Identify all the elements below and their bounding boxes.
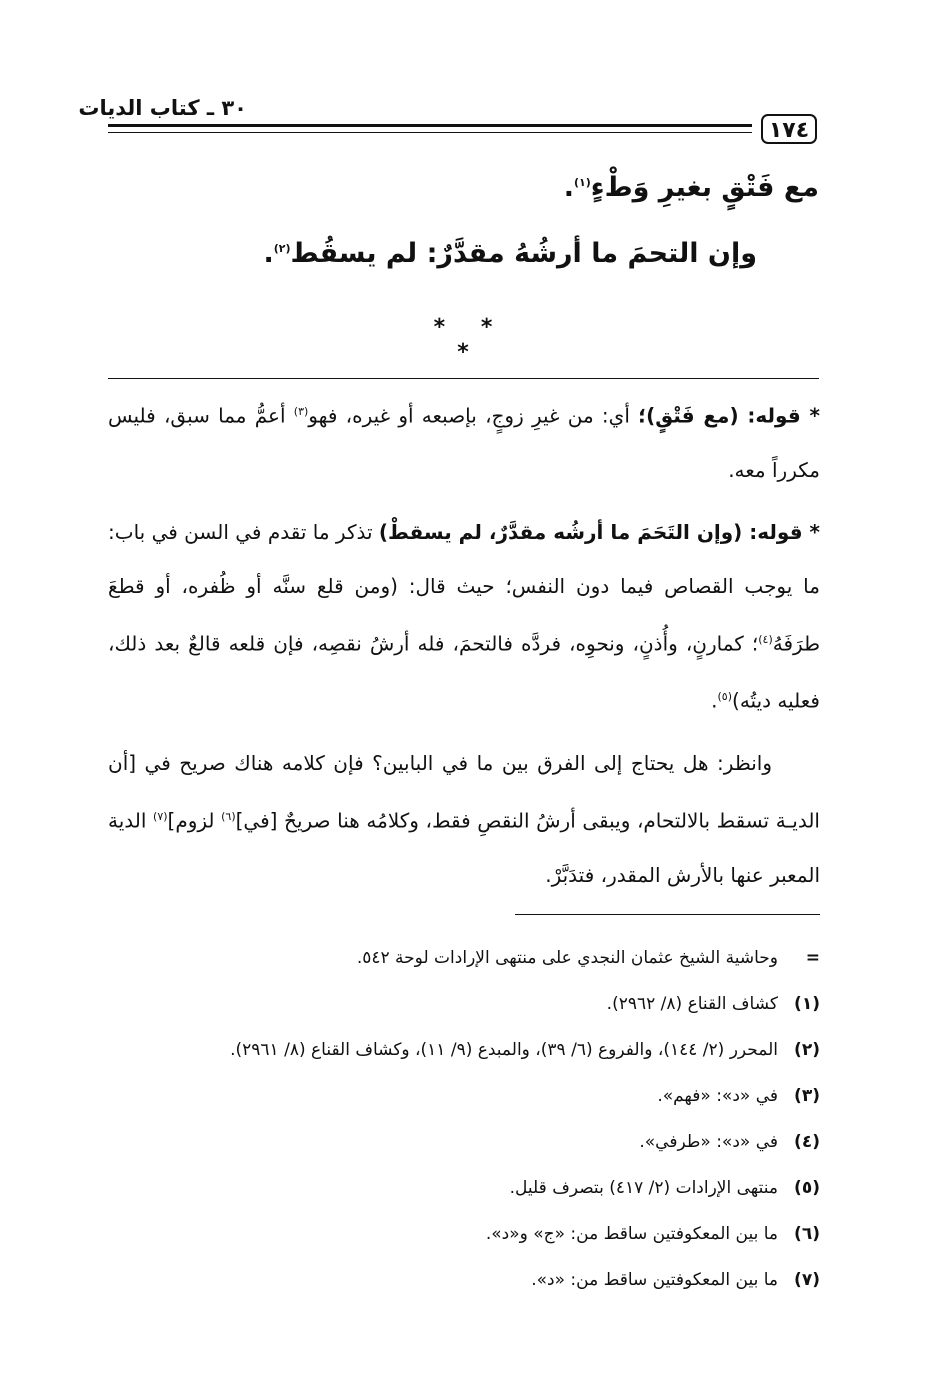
footnote-mark: = <box>805 948 820 968</box>
footnote-ref-3: (٣) <box>293 405 309 418</box>
footnote-text: منتهى الإرادات (٢/ ٤١٧) بتصرف قليل. <box>509 1178 778 1198</box>
commentary-text-3c: الدية المعبر عنها بالأرش المقدر، فتدَبَّرْ. <box>108 808 820 887</box>
commentary-text-2c: . <box>711 688 718 713</box>
commentary-text-3a: وانظر: هل يحتاج إلى الفرق بين ما في البابين؟ فإن كلامه هناك صريح في [أن الديـة تسقط بالالتحام، ويبقى أرشُ النقصِ فقط، وكلامُه هنا صريحٌ [في] <box>108 750 820 833</box>
matn-line-1-text: مع فَتْقٍ بغيرِ وَطْءٍ <box>590 172 819 203</box>
footnote-ref-1: (١) <box>573 176 591 189</box>
footnote-mark: (٦) <box>794 1224 820 1244</box>
commentary-heading-2: * قوله: (وإن التَحَمَ ما أرشُه مقدَّرٌ، لم يسقطْ) <box>378 519 820 544</box>
footnote-ref-2: (٢) <box>273 242 291 255</box>
footnote-7 <box>108 1257 820 1303</box>
footnote-mark: (٢) <box>794 1040 820 1060</box>
matn-line-2 <box>263 238 757 269</box>
footnote-1 <box>108 981 820 1027</box>
footnote-ref-5: (٥) <box>717 690 733 704</box>
commentary-paragraph-2 <box>108 505 820 728</box>
main-rule <box>108 378 819 379</box>
commentary-text-2b: ؛ كمارنٍ، وأُذنٍ، ونحوِه، فردَّه فالتحمَ، فله أرشُ نقصِه، فإن قلعه قالعٌ بعد ذلك، فعليه ديتُه) <box>108 631 820 713</box>
footnote-text: ما بين المعكوفتين ساقط من: «د». <box>531 1270 778 1290</box>
footnote-rule <box>515 914 820 915</box>
footnote-mark: (١) <box>794 994 820 1014</box>
commentary-text-1a: أي: من غيرِ زوجٍ، بإصبعه أو غيره، فهو <box>308 403 639 428</box>
commentary-text-1b: أعمُّ مما سبق، فليس مكرراً معه. <box>108 403 820 482</box>
matn-line-1-end: . <box>563 172 574 203</box>
commentary-paragraph-1 <box>108 385 820 497</box>
commentary <box>108 385 820 910</box>
footnote-text: ما بين المعكوفتين ساقط من: «ج» و«د». <box>485 1224 778 1244</box>
footnote-mark: (٧) <box>794 1270 820 1290</box>
footnotes <box>108 935 820 1303</box>
footnote-2 <box>108 1027 820 1073</box>
matn-line-1 <box>564 172 819 203</box>
footnote-mark: (٤) <box>794 1132 820 1152</box>
footnote-ref-6: (٦) <box>221 809 236 823</box>
header-rule <box>108 124 752 133</box>
footnote-text: في «د»: «فهم». <box>657 1086 778 1106</box>
footnote-continuation <box>108 935 820 981</box>
footnote-ref-4: (٤) <box>758 632 773 646</box>
chapter-title: ٣٠ ـ كتاب الديات <box>78 96 247 120</box>
footnote-6 <box>108 1211 820 1257</box>
footnote-4 <box>108 1119 820 1165</box>
footnote-text: وحاشية الشيخ عثمان النجدي على منتهى الإرادات لوحة ٥٤٢. <box>356 948 778 968</box>
matn-line-2-end: . <box>263 238 274 269</box>
footnote-5 <box>108 1165 820 1211</box>
footnote-text: المحرر (٢/ ١٤٤)، والفروع (٦/ ٣٩)، والمبدع (٩/ ١١)، وكشاف القناع (٨/ ٢٩٦١). <box>230 1040 778 1060</box>
footnote-mark: (٥) <box>794 1178 820 1198</box>
commentary-paragraph-3 <box>108 736 820 902</box>
footnote-ref-7: (٧) <box>153 809 168 823</box>
footnote-mark: (٣) <box>794 1086 820 1106</box>
matn-line-2-text: وإن التحمَ ما أرشُهُ مقدَّرٌ: لم يسقُط <box>290 238 757 269</box>
footnote-3 <box>108 1073 820 1119</box>
page-number: ١٧٤ <box>761 114 817 144</box>
footnote-text: كشاف القناع (٨/ ٢٩٦٢). <box>606 994 778 1014</box>
footnote-text: في «د»: «طرفي». <box>639 1132 778 1152</box>
commentary-text-3b: لزوم] <box>167 808 222 833</box>
commentary-heading-1: * قوله: (مع فَتْقٍ)؛ <box>638 403 820 428</box>
commentary-text-2a: تذكر ما تقدم في السن في باب: ما يوجب القصاص فيما دون النفس؛ حيث قال: (ومن قلع سنَّه أو ظُفره، أو قطعَ طرَفَهُ <box>108 519 820 656</box>
section-separator-stars: * * * <box>433 315 507 365</box>
